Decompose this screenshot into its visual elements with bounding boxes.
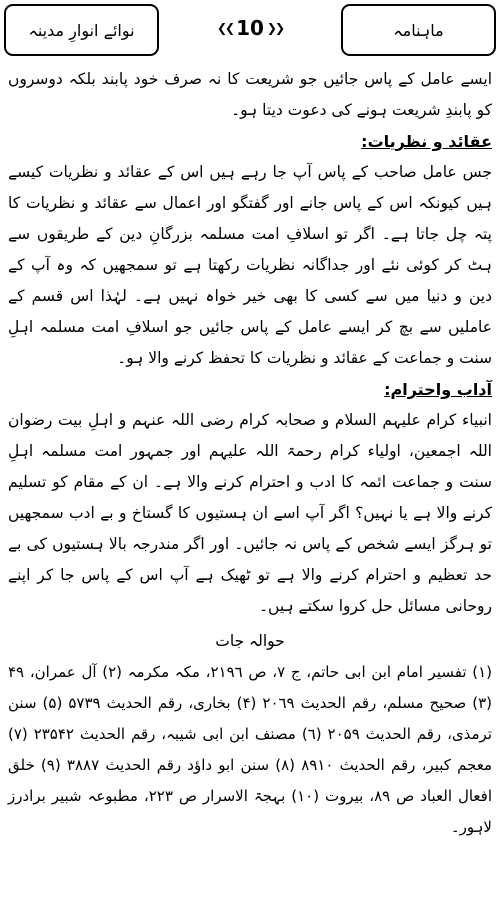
ornament-icon: ❯❯ <box>266 21 284 35</box>
ornament-icon: ❮❮ <box>216 21 234 35</box>
magazine-title-box <box>4 4 159 56</box>
page-header <box>4 4 496 58</box>
magazine-title: نوائے انوارِ مدینہ <box>28 20 135 40</box>
page-number-text: 10 <box>236 16 264 40</box>
section-heading-adab: آداب واحترام: <box>384 380 492 399</box>
magazine-type-label: ماہنامہ <box>393 20 444 40</box>
references-title: حوالہ جات <box>215 632 285 650</box>
section-heading-aqaid: عقائد و نظریات: <box>361 132 492 151</box>
section-body-adab: انبیاء کرام علیہم السلام و صحابہ کرام رضی اللہ عنہم و اہلِ بیت رضوان اللہ اجمعین، اولیاء کرام رحمۃ اللہ علیہم اور جمہور امت مسلمہ اہلِ سنت و جماعت ائمہ کا ادب و احترام کرنے والا ہے۔ ان کے مقام کو تسلیم کرنے والا ہے یا نہیں؟ اگر آپ اسے ان ہستیوں کا گستاخ و بے ادب سمجھیں تو ہرگز ایسے شخص کے پاس نہ جائیں۔ اور اگر مندرجہ بالا ہستیوں کی بے حد تعظیم و احترام کرنے والا ہے تو ٹھیک ہے آپ اس کے پاس جا کر اپنے روحانی مسائل حل کروا سکتے ہیں۔ <box>8 411 492 615</box>
page-number <box>217 16 283 40</box>
references-list: (١) تفسیر امام ابن ابی حاتم، ج ٧، ص ٢١٩٦، مکہ مکرمہ (٢) آل عمران، ۴۹ (٣) صحیح مسلم، رقم الحدیث ٢٠٦٩ (۴) بخاری، رقم الحدیث ۵٧۳۹ (۵) سنن ترمذی، رقم الحدیث ٢٠۵٩ (٦) مصنف ابن ابی شیبہ، رقم الحدیث ٢۳۵۴٢ (٧) معجم کبیر، رقم الحدیث ۸٩١٠ (۸) سنن ابو داؤد رقم الحدیث ۳۸۸٧ (۹) خلق افعال العباد ص ۸٩، بیروت (١٠) بہجۃ الاسرار ص ٢٢۳، مطبوعہ شبیر برادرز لاہور۔ <box>8 663 493 836</box>
magazine-type-box <box>341 4 496 56</box>
section-body-aqaid: جس عامل صاحب کے پاس آپ جا رہے ہیں اس کے عقائد و نظریات کیسے ہیں کیونکہ اس کے پاس جانے اور گفتگو اور اعمال سے عقائد و نظریات کا پتہ چل جاتا ہے۔ اگر تو اسلافِ امت مسلمہ بزرگانِ دین کے طریقوں سے ہٹ کر کوئی نئے اور جداگانہ نظریات رکھتا ہے تو سمجھیں کہ وہ آپ کے دین و دنیا میں سے کسی کا بھی خیر خواہ نہیں ہے۔ لہٰذا اس قسم کے عاملیں سے بچ کر ایسے عامل کے پاس جائیں جو اسلافِ امت مسلمہ اہلِ سنت و جماعت کے عقائد و نظریات کا تحفظ کرنے والا ہو۔ <box>8 163 492 367</box>
intro-paragraph: ایسے عامل کے پاس جائیں جو شریعت کا نہ صرف خود پابند بلکہ دوسروں کو پابندِ شریعت ہونے کی دعوت دیتا ہو۔ <box>8 70 492 119</box>
article-body <box>8 64 492 843</box>
